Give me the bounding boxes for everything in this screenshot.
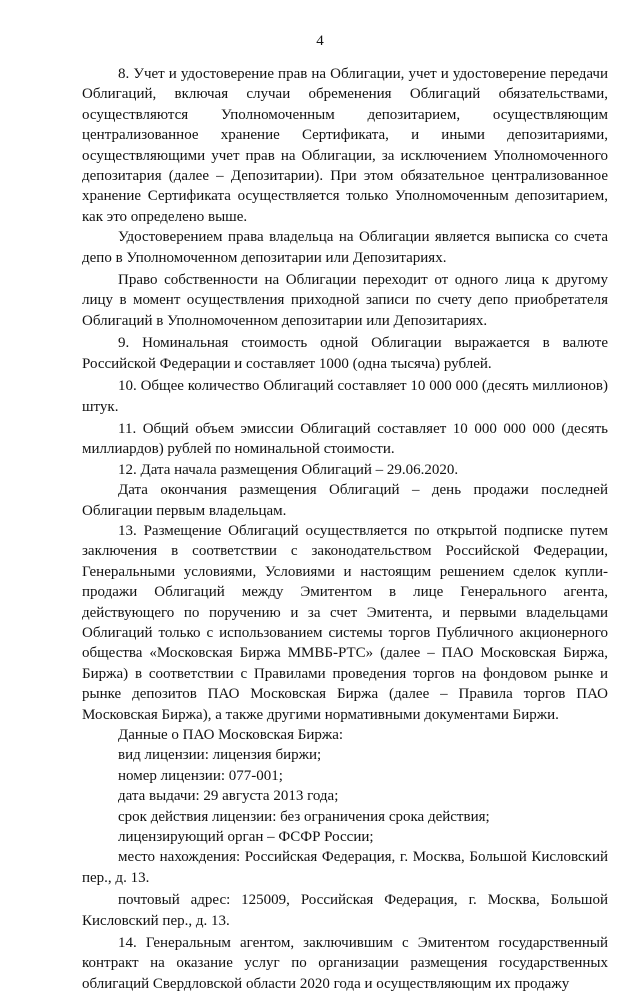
paragraph-14-general-agent: 14. Генеральным агентом, заключившим с Эмитентом государственный контракт на оказание услуг по организации размещения государственных облигаций Свердловской области 2020 года и осуществляющим их продажу [82, 935, 608, 992]
paragraph-12-placement-start: 12. Дата начала размещения Облигаций – 29.06.2020. [118, 461, 459, 478]
paragraph-license-term: срок действия лицензии: без ограничения срока действия; [118, 808, 490, 825]
page-number: 4 [316, 33, 324, 49]
paragraph-ownership-transfer: Право собственности на Облигации переходит от одного лица к другому лицу в момент осуществления приходной записи по счету депо приобретателя Облигаций в Уполномоченном депозитарии или Депозитариях. [82, 272, 608, 329]
paragraph-8-accounting-rights: 8. Учет и удостоверение прав на Облигации, учет и удостоверение передачи Облигаций, включая случаи обременения Облигаций обязательствами, осуществляются Уполномоченным депозитарием, осуществляющим централизованное хранение Сертификата, и иными депозитариями, осуществляющими учет прав на Облигации, за исключением Уполномоченного депозитария (далее – Депозитарии). При этом обязательное централизованное хранение Сертификата осуществляется только Уполномоченным депозитарием, как это определено выше. [82, 66, 608, 225]
paragraph-exchange-data-heading: Данные о ПАО Московская Биржа: [118, 727, 344, 743]
paragraph-location: место нахождения: Российская Федерация, г. Москва, Большой Кисловский пер., д. 13. [82, 849, 608, 886]
paragraph-license-number: номер лицензии: 077-001; [118, 767, 283, 784]
paragraph-rights-certificate: Удостоверением права владельца на Облигации является выписка со счета депо в Уполномоченном депозитарии или Депозитариях. [82, 229, 608, 266]
paragraph-license-type: вид лицензии: лицензия биржи; [118, 747, 322, 764]
paragraph-licensing-authority: лицензирующий орган – ФСФР России; [118, 829, 374, 846]
paragraph-10-total-quantity: 10. Общее количество Облигаций составляет 10 000 000 (десять миллионов) штук. [82, 378, 608, 415]
document-body [82, 64, 608, 994]
paragraph-placement-end: Дата окончания размещения Облигаций – день продажи последней Облигации первым владельцам. [82, 482, 608, 519]
paragraph-9-nominal-value: 9. Номинальная стоимость одной Облигации выражается в валюте Российской Федерации и составляет 1000 (одна тысяча) рублей. [82, 335, 608, 372]
paragraph-13-placement-procedure: 13. Размещение Облигаций осуществляется по открытой подписке путем заключения в соответствии с законодательством Российской Федерации, Генеральными условиями, Условиями и настоящим решением сделок купли-продажи Облигаций между Эмитентом в лице Генерального агента, действующего по поручению и за счет Эмитента, и первыми владельцами Облигаций только с использованием системы торгов Публичного акционерного общества «Московская Биржа ММВБ-РТС» (далее – ПАО Московская Биржа, Биржа) в соответствии с Правилами проведения торгов на фондовом рынке и рынке депозитов ПАО Московская Биржа (далее – Правила торгов ПАО Московская Биржа), а также другими нормативными документами Биржи. [82, 522, 608, 723]
paragraph-11-emission-volume: 11. Общий объем эмиссии Облигаций составляет 10 000 000 000 (десять миллиардов) рублей по номинальной стоимости. [82, 420, 608, 458]
paragraph-postal-address: почтовый адрес: 125009, Российская Федерация, г. Москва, Большой Кисловский пер., д. 13. [82, 892, 608, 929]
paragraph-issue-date: дата выдачи: 29 августа 2013 года; [118, 788, 339, 805]
